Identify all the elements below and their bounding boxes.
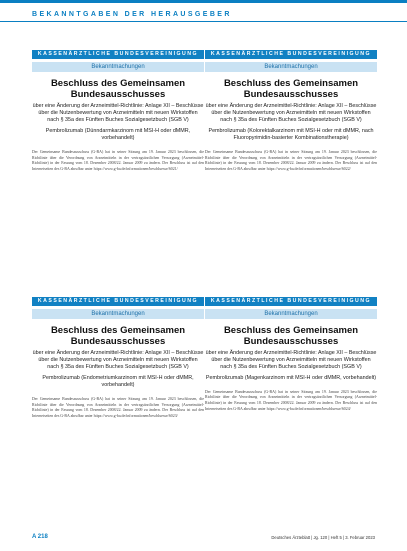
card-drug: Pembrolizumab (Endometriumkarzinom mit MSI-H oder dMMR, vorbehandelt) — [42, 374, 194, 388]
bekanntmachungen-bar: Bekanntmachungen — [32, 62, 204, 72]
card-subtitle: über eine Änderung der Arzneimittel-Richtlinie: Anlage XII – Beschlüsse über die Nutzenbewertung von Arzneimitteln mit neuen Wirkstoffen nach § 35a des Fünften Buches Sozialgesetzbuch (SGB V) — [32, 350, 204, 371]
kbv-bar: KASSENÄRZTLICHE BUNDESVEREINIGUNG — [205, 297, 377, 306]
kbv-bar: KASSENÄRZTLICHE BUNDESVEREINIGUNG — [32, 297, 204, 306]
bekanntmachungen-bar: Bekanntmachungen — [205, 62, 377, 72]
card-body: Der Gemeinsame Bundesausschuss (G-BA) hat in seiner Sitzung am 19. Januar 2023 beschlossen, die Richtlinie über die Verordnung von Arzneimitteln in der vertragsärztlichen Versorgung (Arzneimittel-Richtlinie) in der Fassung vom 18. Dezember 2008/22. Januar 2009 zu ändern. Der Beschluss ist auf den Internetseiten des G-BA abrufbar unter https://www.g-ba.de/informationen/beschluesse/6022/ — [205, 150, 377, 171]
card-title: Beschluss des Gemeinsamen Bundesausschusses — [50, 78, 186, 100]
kbv-bar: KASSENÄRZTLICHE BUNDESVEREINIGUNG — [32, 50, 204, 59]
card-subtitle: über eine Änderung der Arzneimittel-Richtlinie: Anlage XII – Beschlüsse über die Nutzenbewertung von Arzneimitteln mit neuen Wirkstoffen nach § 35a des Fünften Buches Sozialgesetzbuch (SGB V) — [205, 350, 377, 371]
card-drug: Pembrolizumab (Magenkarzinom mit MSI-H oder dMMR, vorbehandelt) — [205, 374, 377, 381]
card-subtitle: über eine Änderung der Arzneimittel-Richtlinie: Anlage XII – Beschlüsse über die Nutzenbewertung von Arzneimitteln mit neuen Wirkstoffen nach § 35a des Fünften Buches Sozialgesetzbuch (SGB V) — [32, 103, 204, 124]
card-subtitle: über eine Änderung der Arzneimittel-Richtlinie: Anlage XII – Beschlüsse über die Nutzenbewertung von Arzneimitteln mit neuen Wirkstoffen nach § 35a des Fünften Buches Sozialgesetzbuch (SGB V) — [205, 103, 377, 124]
card-drug: Pembrolizumab (Dünndarmkarzinom mit MSI-H oder dMMR, vorbehandelt) — [45, 127, 191, 141]
announcement-card — [205, 297, 377, 412]
card-title: Beschluss des Gemeinsamen Bundesausschusses — [223, 325, 359, 347]
announcement-card — [32, 50, 204, 172]
journal-citation: Deutsches Ärzteblatt | Jg. 120 | Heft 5 | 3. Februar 2023 — [271, 535, 375, 540]
kbv-bar: KASSENÄRZTLICHE BUNDESVEREINIGUNG — [205, 50, 377, 59]
bekanntmachungen-bar: Bekanntmachungen — [32, 309, 204, 319]
section-header: BEKANNTGABEN DER HERAUSGEBER — [32, 11, 232, 18]
card-body: Der Gemeinsame Bundesausschuss (G-BA) hat in seiner Sitzung am 19. Januar 2023 beschlossen, die Richtlinie über die Verordnung von Arzneimitteln in der vertragsärztlichen Versorgung (Arzneimittel-Richtlinie) in der Fassung vom 18. Dezember 2008/22. Januar 2009 zu ändern. Der Beschluss ist auf den Internetseiten des G-BA abrufbar unter https://www.g-ba.de/informationen/beschluesse/6021/ — [32, 150, 204, 171]
card-body: Der Gemeinsame Bundesausschuss (G-BA) hat in seiner Sitzung am 19. Januar 2023 beschlossen, die Richtlinie über die Verordnung von Arzneimitteln in der vertragsärztlichen Versorgung (Arzneimittel-Richtlinie) in der Fassung vom 18. Dezember 2008/22. Januar 2009 zu ändern. Der Beschluss ist auf den Internetseiten des G-BA abrufbar unter https://www.g-ba.de/informationen/beschluesse/6023/ — [32, 397, 204, 418]
section-divider — [0, 21, 407, 22]
card-title: Beschluss des Gemeinsamen Bundesausschusses — [50, 325, 186, 347]
announcement-card — [32, 297, 204, 419]
card-body: Der Gemeinsame Bundesausschuss (G-BA) hat in seiner Sitzung am 19. Januar 2023 beschlossen, die Richtlinie über die Verordnung von Arzneimitteln in der vertragsärztlichen Versorgung (Arzneimittel-Richtlinie) in der Fassung vom 18. Dezember 2008/22. Januar 2009 zu ändern. Der Beschluss ist auf den Internetseiten des G-BA abrufbar unter https://www.g-ba.de/informationen/beschluesse/6024/ — [205, 389, 377, 411]
page-number: A 218 — [32, 534, 48, 540]
bekanntmachungen-bar: Bekanntmachungen — [205, 309, 377, 319]
announcement-card — [205, 50, 377, 172]
card-drug: Pembrolizumab (Kolorektalkarzinom mit MSI-H oder mit dMMR, nach Fluoropyrimidin-basierter Kombinationstherapie) — [208, 127, 374, 141]
top-rule — [0, 0, 407, 3]
card-title: Beschluss des Gemeinsamen Bundesausschusses — [223, 78, 359, 100]
